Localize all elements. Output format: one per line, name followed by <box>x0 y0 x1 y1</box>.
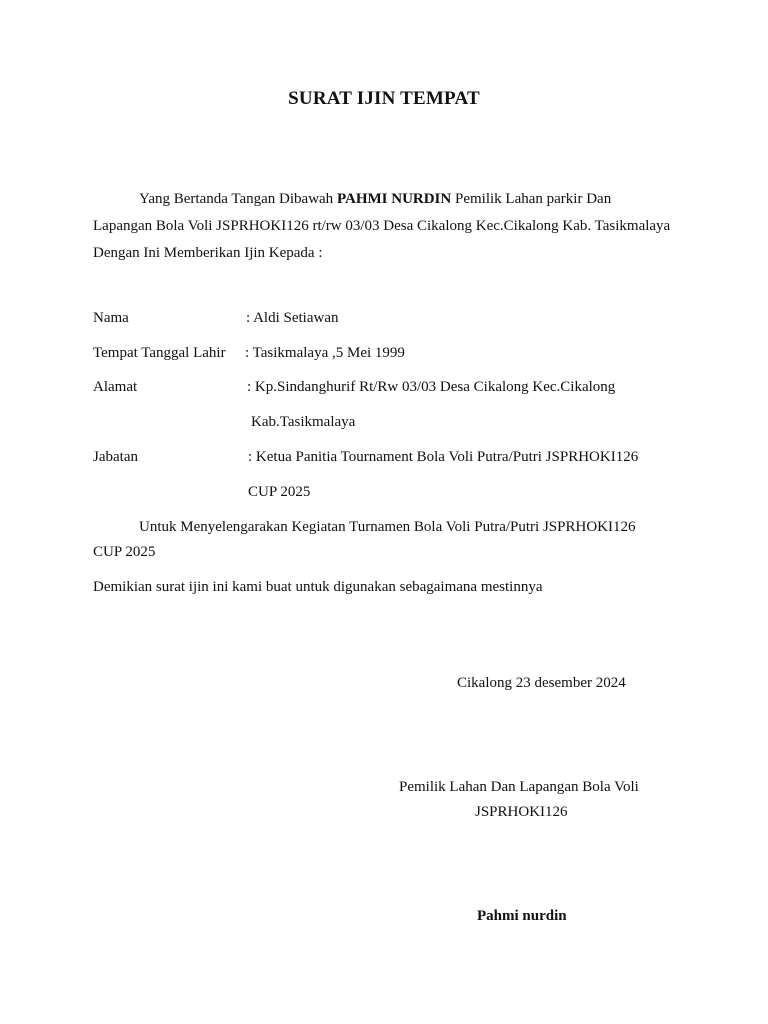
field-nama <box>93 307 693 329</box>
field-ttl <box>93 342 693 364</box>
field-ttl-label: Tempat Tanggal Lahir <box>93 345 226 361</box>
intro-text-before: Yang Bertanda Tangan Dibawah <box>139 191 337 207</box>
intro-paragraph <box>93 186 673 267</box>
field-jabatan <box>93 446 693 468</box>
closing-statement: Demikian surat ijin ini kami buat untuk digunakan sebagaimana mestinnya <box>93 579 543 595</box>
signature-role-line-1: Pemilik Lahan Dan Lapangan Bola Voli <box>399 779 639 795</box>
owner-name: PAHMI NURDIN <box>336 191 452 207</box>
signature-role-line-2: JSPRHOKI126 <box>475 804 568 820</box>
letter-title: SURAT IJIN TEMPAT <box>288 88 480 109</box>
field-alamat-value: : Kp.Sindanghurif Rt/Rw 03/03 Desa Cikalong Kec.Cikalong <box>247 379 616 395</box>
field-ttl-value: : Tasikmalaya ,5 Mei 1999 <box>245 345 405 361</box>
field-jabatan-label: Jabatan <box>93 449 138 465</box>
field-nama-label: Nama <box>93 310 129 326</box>
field-jabatan-value: : Ketua Panitia Tournament Bola Voli Putra/Putri JSPRHOKI126 <box>248 449 639 465</box>
field-jabatan-value-cont: CUP 2025 <box>248 484 311 500</box>
intro-text-after: Pemilik Lahan parkir Dan Lapangan Bola Voli JSPRHOKI126 rt/rw 03/03 Desa Cikalong Kec.Cikalong Kab. Tasikmalaya Dengan Ini Memberikan Ijin Kepada : <box>93 191 671 261</box>
field-alamat <box>93 376 693 398</box>
purpose-line-1: Untuk Menyelengarakan Kegiatan Turnamen Bola Voli Putra/Putri JSPRHOKI126 <box>139 519 636 535</box>
purpose-line-2: CUP 2025 <box>93 544 156 560</box>
letter-date: Cikalong 23 desember 2024 <box>457 675 626 691</box>
signer-name: Pahmi nurdin <box>477 908 567 924</box>
field-nama-value: : Aldi Setiawan <box>246 310 339 326</box>
field-alamat-value-cont: Kab.Tasikmalaya <box>251 414 356 430</box>
field-alamat-label: Alamat <box>93 379 138 395</box>
